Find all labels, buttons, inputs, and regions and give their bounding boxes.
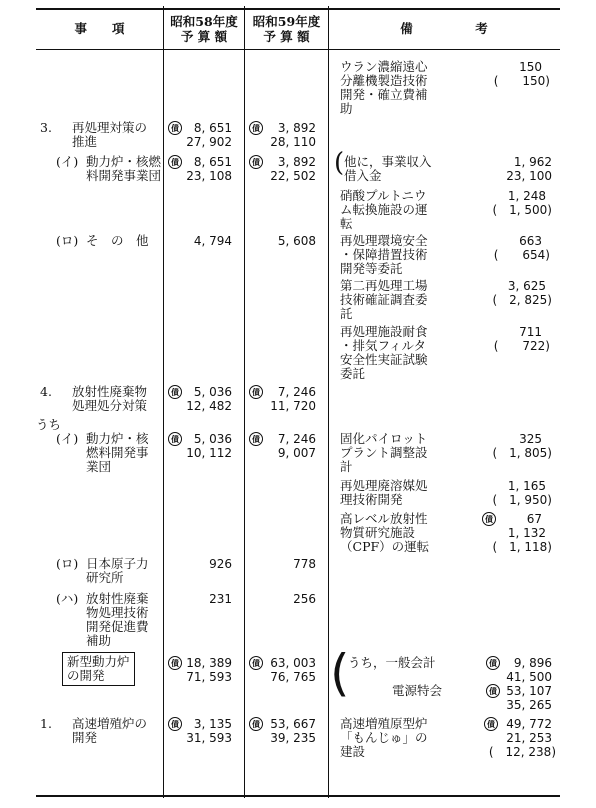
remark-value-paren: ( 722) (493, 339, 550, 353)
fy58-value: 27, 902 (186, 135, 232, 149)
header-fy58: 昭和58年度 予 算 額 (170, 14, 238, 44)
remark-value: 1, 962 (513, 155, 552, 169)
col-divider-1 (163, 6, 164, 798)
remark-debt-value: 67 (526, 512, 542, 526)
remark-value-paren: ( 1, 118) (492, 540, 552, 554)
item-name: 再処理対策の 推進 (72, 120, 148, 149)
col-divider-3 (328, 6, 329, 798)
remark-value-paren: ( 654) (493, 248, 550, 262)
fy59-debt-value: 7, 246 (277, 432, 316, 446)
remark-value-paren: ( 1, 500) (492, 203, 552, 217)
fy58-debt-value: 5, 036 (193, 385, 232, 399)
debt-badge-icon: 債 (482, 512, 496, 526)
fy58-debt-value: 5, 036 (193, 432, 232, 446)
item-number: 1. (40, 716, 52, 731)
fy58-value: 926 (209, 557, 232, 571)
remark-text: 電源特会 (392, 683, 443, 698)
header-rule (36, 49, 560, 50)
remark-debt-value: 49, 772 (506, 717, 552, 731)
fy59-value: 9, 007 (277, 446, 316, 460)
bracket-open: ( (330, 644, 350, 702)
item-name: 高速増殖炉の 開発 (72, 716, 148, 745)
fy58-debt-value: 8, 651 (193, 121, 232, 135)
remark-text: 他に，事業収入 借入金 (344, 154, 432, 183)
remark-value: 21, 253 (506, 731, 552, 745)
fy59-value: 39, 235 (270, 731, 316, 745)
col-divider-2 (244, 6, 245, 798)
fy59-debt-value: 3, 892 (277, 155, 316, 169)
item-name: 日本原子力 研究所 (86, 556, 149, 585)
item-number: (イ) (56, 154, 79, 169)
header-item: 事 項 (74, 21, 125, 36)
remark-debt-value: 9, 896 (513, 656, 552, 670)
fy59-value: 76, 765 (270, 670, 316, 684)
item-name: そ の 他 (86, 233, 149, 248)
remark-value-paren: ( 1, 805) (492, 446, 552, 460)
fy58-debt-value: 3, 135 (193, 717, 232, 731)
remark-value-paren: ( 1, 950) (492, 493, 552, 507)
table-bottom-rule (36, 795, 560, 797)
remark-value: 1, 132 (507, 526, 546, 540)
remark-value: 23, 100 (506, 169, 552, 183)
remark-value-paren: ( 2, 825) (492, 293, 552, 307)
fy58-value: 231 (209, 592, 232, 606)
fy58-value: 71, 593 (186, 670, 232, 684)
debt-badge-icon: 債 (249, 432, 263, 446)
paren-open: ( (334, 148, 345, 178)
remark-text: 再処理環境安全 ・保障措置技術 開発等委託 (340, 233, 428, 276)
remark-text: 再処理廃溶媒処 理技術開発 (340, 478, 428, 507)
debt-badge-icon: 債 (249, 717, 263, 731)
fy59-debt-value: 7, 246 (277, 385, 316, 399)
debt-badge-icon: 債 (168, 656, 182, 670)
debt-badge-icon: 債 (486, 656, 500, 670)
fy59-value: 5, 608 (277, 234, 316, 248)
fy59-debt-value: 53, 667 (270, 717, 316, 731)
remark-value: 150 (519, 60, 542, 74)
item-number: 3. (40, 120, 52, 135)
debt-badge-icon: 債 (249, 121, 263, 135)
fy58-value: 31, 593 (186, 731, 232, 745)
header-remarks: 備 考 (400, 21, 488, 36)
remark-value: 711 (519, 325, 542, 339)
fy59-debt-value: 63, 003 (270, 656, 316, 670)
debt-badge-icon: 債 (168, 155, 182, 169)
remark-value: 325 (519, 432, 542, 446)
fy59-value: 778 (293, 557, 316, 571)
fy59-value: 256 (293, 592, 316, 606)
item-name: 放射性廃棄 物処理技術 開発促進費 補助 (86, 591, 149, 648)
item-number: (ロ) (56, 233, 79, 248)
item-number: (ハ) (56, 591, 79, 606)
remark-text: 固化パイロット プラント調整設 計 (340, 431, 428, 474)
debt-badge-icon: 債 (168, 121, 182, 135)
fy58-value: 23, 108 (186, 169, 232, 183)
remark-text: 硝酸プルトニウ ム転換施設の運 転 (340, 188, 428, 231)
remark-text: 高レベル放射性 物質研究施設 （CPF）の運転 (340, 511, 430, 554)
remark-value: 41, 500 (506, 670, 552, 684)
remark-value: 1, 248 (507, 189, 546, 203)
fy59-value: 22, 502 (270, 169, 316, 183)
remark-text: ウラン濃縮遠心 分離機製造技術 開発・確立費補 助 (340, 59, 428, 116)
item-name: 動力炉・核 燃料開発事 業団 (86, 431, 149, 474)
debt-badge-icon: 債 (486, 684, 500, 698)
fy59-value: 28, 110 (270, 135, 316, 149)
item-number: 4. (40, 384, 52, 399)
debt-badge-icon: 債 (249, 385, 263, 399)
fy58-value: 4, 794 (193, 234, 232, 248)
remark-value: 3, 625 (507, 279, 546, 293)
remark-value: 1, 165 (507, 479, 546, 493)
remark-text: 再処理施設耐食 ・排気フィルタ 安全性実証試験 委託 (340, 324, 428, 381)
debt-badge-icon: 債 (168, 385, 182, 399)
remark-value: 35, 265 (506, 698, 552, 712)
fy58-debt-value: 18, 389 (186, 656, 232, 670)
debt-badge-icon: 債 (168, 717, 182, 731)
remark-debt-value: 53, 107 (506, 684, 552, 698)
fy58-value: 12, 482 (186, 399, 232, 413)
remark-text: 第二再処理工場 技術確証調査委 託 (340, 278, 428, 321)
item-name: 放射性廃棄物 処理処分対策 (72, 384, 148, 413)
remark-value: 663 (519, 234, 542, 248)
fy59-value: 11, 720 (270, 399, 316, 413)
fy58-value: 10, 112 (186, 446, 232, 460)
remark-value-paren: ( 12, 238) (488, 745, 556, 759)
debt-badge-icon: 債 (249, 656, 263, 670)
fy59-debt-value: 3, 892 (277, 121, 316, 135)
remark-value-paren: ( 150) (493, 74, 550, 88)
fy58-debt-value: 8, 651 (193, 155, 232, 169)
item-number: (イ) (56, 431, 79, 446)
table-top-rule (36, 8, 560, 10)
section-heading-box: 新型動力炉 の開発 (62, 652, 135, 686)
debt-badge-icon: 債 (168, 432, 182, 446)
debt-badge-icon: 債 (484, 717, 498, 731)
header-fy59: 昭和59年度 予 算 額 (252, 14, 321, 44)
remark-text: うち，一般会計 (348, 655, 436, 670)
subtotal-label: うち (36, 417, 62, 432)
debt-badge-icon: 債 (249, 155, 263, 169)
remark-text: 高速増殖原型炉 「もんじゅ」の 建設 (340, 716, 428, 759)
item-name: 動力炉・核燃 料開発事業団 (86, 154, 162, 183)
item-number: (ロ) (56, 556, 79, 571)
